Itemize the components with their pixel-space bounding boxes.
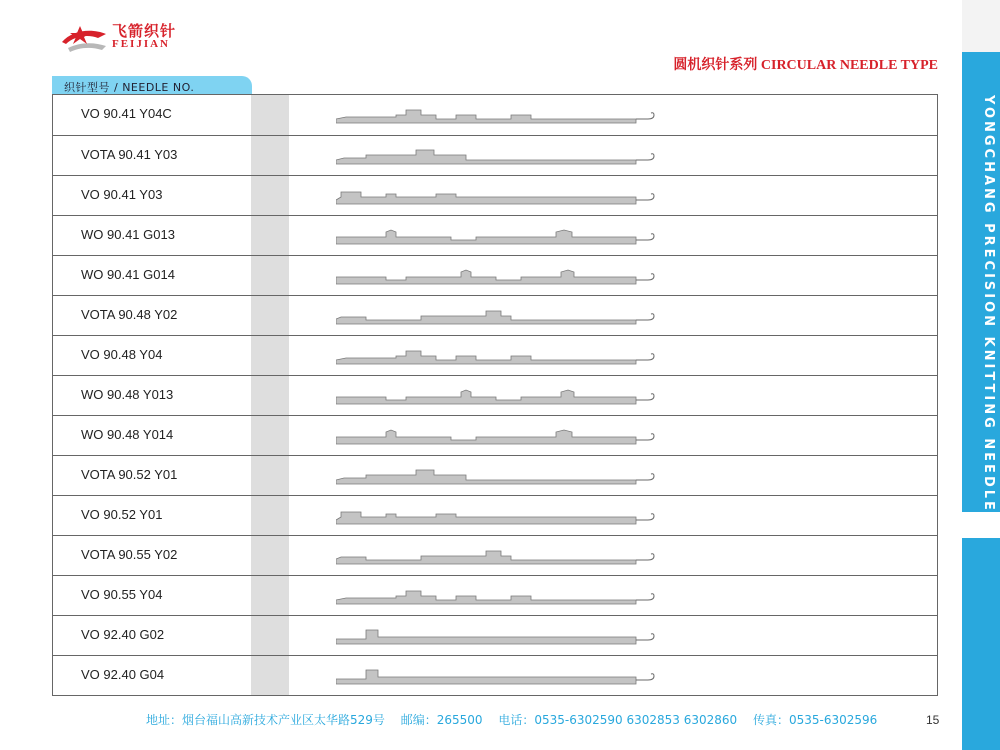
needle-model-name: WO 90.41 G014 <box>81 267 175 282</box>
needle-model-name: VO 90.52 Y01 <box>81 507 163 522</box>
needle-model-name: VOTA 90.41 Y03 <box>81 147 178 162</box>
needle-profile-icon <box>336 503 656 529</box>
footer-contact: 地址：烟台福山高新技术产业区太华路529号 邮编：265500 电话：0535-6302590 6302853 6302860 传真：0535-6302596 <box>146 713 878 727</box>
table-row <box>53 455 937 495</box>
page-title: 圆机织针系列 CIRCULAR NEEDLE TYPE <box>673 58 938 73</box>
needle-model-name: WO 90.48 Y014 <box>81 427 174 442</box>
needle-model-name: VO 90.48 Y04 <box>81 347 163 362</box>
needle-profile-icon <box>336 183 656 209</box>
table-row <box>53 95 937 135</box>
needle-model-name: WO 90.41 G013 <box>81 227 175 242</box>
needle-profile-icon <box>336 223 656 249</box>
table-row <box>53 175 937 215</box>
needle-model-name: WO 90.48 Y013 <box>81 387 174 402</box>
table-row <box>53 535 937 575</box>
table-row <box>53 495 937 535</box>
table-row <box>53 415 937 455</box>
table-row <box>53 575 937 615</box>
needle-profile-icon <box>336 423 656 449</box>
needle-profile-icon <box>336 663 656 689</box>
page-number: 15 <box>926 713 940 727</box>
needle-profile-icon <box>336 383 656 409</box>
table-row <box>53 615 937 655</box>
needle-profile-icon <box>336 343 656 369</box>
needle-profile-icon <box>336 143 656 169</box>
needle-model-name: VO 90.41 Y03 <box>81 187 163 202</box>
table-row <box>53 215 937 255</box>
table-row <box>53 135 937 175</box>
needle-model-name: VO 92.40 G04 <box>81 667 165 682</box>
table-row <box>53 335 937 375</box>
table-row <box>53 655 937 695</box>
needle-model-name: VOTA 90.52 Y01 <box>81 467 178 482</box>
side-label: YONGCHANG PRECISION KNITTING NEEDLE <box>981 95 996 513</box>
needle-model-name: VOTA 90.55 Y02 <box>81 547 178 562</box>
brand-name-en: FEIJIAN <box>112 38 171 50</box>
needle-profile-icon <box>336 102 656 128</box>
needle-profile-icon <box>336 543 656 569</box>
side-band <box>962 0 1000 750</box>
needle-profile-icon <box>336 583 656 609</box>
needle-model-name: VO 90.55 Y04 <box>81 587 163 602</box>
needle-profile-icon <box>336 463 656 489</box>
column-header: 织针型号 / NEEDLE NO. <box>64 81 195 94</box>
needle-model-name: VO 92.40 G02 <box>81 627 165 642</box>
needle-profile-icon <box>336 263 656 289</box>
table-row <box>53 375 937 415</box>
needle-profile-icon <box>336 623 656 649</box>
table-row <box>53 255 937 295</box>
needle-model-name: VO 90.41 Y04C <box>81 106 172 121</box>
table-row <box>53 295 937 335</box>
needle-model-name: VOTA 90.48 Y02 <box>81 307 178 322</box>
needle-profile-icon <box>336 303 656 329</box>
needle-table <box>52 94 938 696</box>
brand-name-cn: 飞箭织针 <box>112 22 177 40</box>
